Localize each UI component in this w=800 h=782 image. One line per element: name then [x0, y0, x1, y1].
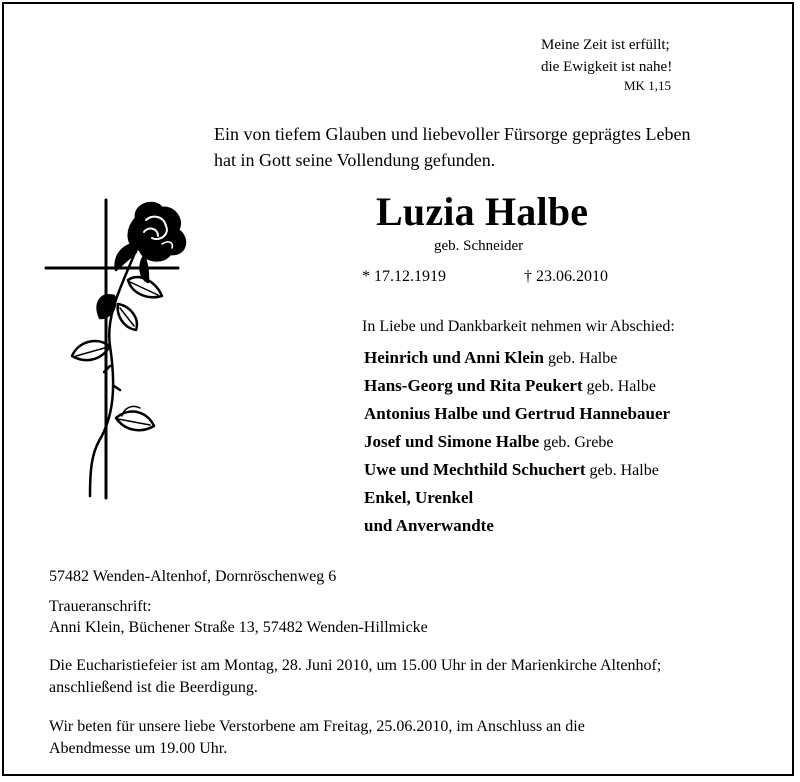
- mourner-note: geb. Halbe: [589, 462, 659, 479]
- mourner-names: Enkel, Urenkel: [364, 488, 474, 507]
- mourning-address-label: Traueranschrift:: [49, 598, 152, 615]
- death-date: † 23.06.2010: [524, 268, 608, 285]
- mourner-note: geb. Halbe: [586, 378, 656, 395]
- prayer-line-2: Abendmesse um 19.00 Uhr.: [49, 740, 228, 757]
- mourner-names: Hans-Georg und Rita Peukert: [364, 376, 583, 395]
- verse-line-2: die Ewigkeit ist nahe!: [541, 59, 673, 75]
- verse-reference: MK 1,15: [624, 78, 671, 93]
- mourner-names: Uwe und Mechthild Schuchert: [364, 460, 586, 479]
- service-line-2: anschließend ist die Beerdigung.: [49, 679, 258, 696]
- mourner-names: Antonius Halbe und Gertrud Hannebauer: [364, 404, 671, 423]
- mourner-line: [364, 516, 494, 537]
- home-address: 57482 Wenden-Altenhof, Dornröschenweg 6: [49, 568, 337, 585]
- mourner-note: geb. Halbe: [547, 350, 618, 367]
- mourner-names: Josef und Simone Halbe: [364, 432, 540, 451]
- mourner-line: [364, 348, 617, 369]
- prayer-line-1: Wir beten für unsere liebe Verstorbene am Freitag, 25.06.2010, im Anschluss an die: [49, 718, 585, 735]
- intro-line-1: Ein von tiefem Glauben und liebevoller Fürsorge geprägtes Leben: [214, 124, 691, 144]
- mourner-line: [364, 460, 659, 481]
- obituary-notice: [2, 2, 794, 776]
- mourner-line: [364, 404, 670, 425]
- mourning-address: Anni Klein, Büchener Straße 13, 57482 Wenden-Hillmicke: [49, 619, 428, 636]
- mourner-note: geb. Grebe: [543, 434, 614, 451]
- mourner-line: [364, 488, 473, 509]
- mourner-line: [364, 376, 656, 397]
- mourner-names: und Anverwandte: [364, 516, 494, 535]
- deceased-name: Luzia Halbe: [376, 189, 589, 234]
- mourner-line: [364, 432, 613, 453]
- mourner-names: Heinrich und Anni Klein: [364, 348, 544, 367]
- verse-line-1: Meine Zeit ist erfüllt;: [541, 37, 670, 53]
- service-line-1: Die Eucharistiefeier ist am Montag, 28. Juni 2010, um 15.00 Uhr in der Marienkirche Altenhof;: [49, 657, 662, 674]
- intro-line-2: hat in Gott seine Vollendung gefunden.: [214, 150, 496, 170]
- cross-with-rose-icon: [44, 196, 194, 506]
- maiden-name: geb. Schneider: [434, 238, 524, 254]
- birth-date: * 17.12.1919: [362, 268, 446, 285]
- farewell-text: In Liebe und Dankbarkeit nehmen wir Abschied:: [362, 318, 675, 335]
